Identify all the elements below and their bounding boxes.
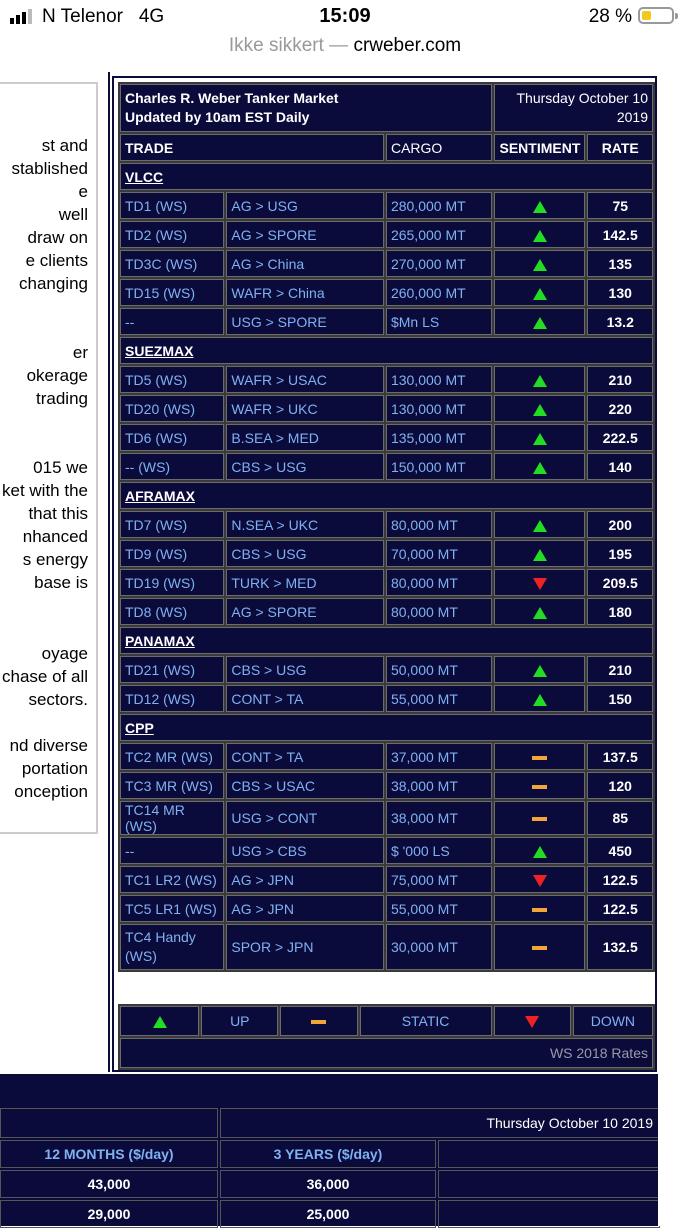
trade-cell: TD15 (WS) (120, 279, 224, 306)
rate-cell: 210 (587, 366, 653, 393)
route-cell: AG > SPORE (226, 221, 384, 248)
sentiment-legend (118, 1004, 655, 1070)
up-sentiment-icon (494, 453, 585, 480)
trade-cell: TD3C (WS) (120, 250, 224, 277)
clock: 15:09 (319, 5, 371, 27)
intro-text-line: nhanced (22, 527, 88, 546)
route-cell: CBS > USG (226, 453, 384, 480)
trade-row (120, 598, 653, 625)
intro-text-line: e clients (25, 251, 88, 270)
route-cell: SPOR > JPN (226, 924, 384, 970)
url-domain: crweber.com (353, 35, 462, 56)
legend-up-label: UP (201, 1006, 278, 1036)
up-sentiment-icon (494, 308, 585, 335)
down-arrow-icon (494, 1006, 571, 1036)
down-sentiment-icon (494, 569, 585, 596)
timecharter-table (0, 1074, 690, 1226)
up-sentiment-icon (494, 540, 585, 567)
page-content (0, 66, 690, 1226)
rate-cell: 150 (587, 685, 653, 712)
intro-text-line: that this (28, 504, 88, 523)
route-cell: AG > SPORE (226, 598, 384, 625)
section-header-row (120, 163, 653, 190)
rate-cell: 122.5 (587, 895, 653, 922)
header-cargo: CARGO (386, 134, 492, 161)
route-cell: B.SEA > MED (226, 424, 384, 451)
section-header-row (120, 714, 653, 741)
trade-row (120, 895, 653, 922)
header-3-years: 3 YEARS ($/day) (220, 1140, 436, 1168)
route-cell: USG > SPORE (226, 308, 384, 335)
intro-text-line: st and (41, 136, 88, 155)
trade-cell: -- (120, 837, 224, 864)
cargo-cell: $ '000 LS (386, 837, 492, 864)
trade-row (120, 772, 653, 799)
intro-text-line: oyage (41, 644, 88, 663)
header-rate: RATE (587, 134, 653, 161)
trade-cell: TC5 LR1 (WS) (120, 895, 224, 922)
up-sentiment-icon (494, 395, 585, 422)
trade-cell: TC1 LR2 (WS) (120, 866, 224, 893)
route-cell: AG > USG (226, 192, 384, 219)
cargo-cell: 55,000 MT (386, 685, 492, 712)
up-sentiment-icon (494, 424, 585, 451)
up-sentiment-icon (494, 279, 585, 306)
cargo-cell: 135,000 MT (386, 424, 492, 451)
rate-cell: 195 (587, 540, 653, 567)
rate-cell: 200 (587, 511, 653, 538)
tc-cell: 25,000 (220, 1200, 436, 1228)
intro-text-line: ket with the (2, 481, 88, 500)
cargo-cell: 80,000 MT (386, 569, 492, 596)
cargo-cell: 80,000 MT (386, 598, 492, 625)
intro-text-line: er (72, 343, 88, 362)
rate-cell: 220 (587, 395, 653, 422)
cargo-cell: 75,000 MT (386, 866, 492, 893)
rate-cell: 13.2 (587, 308, 653, 335)
static-sentiment-icon (494, 772, 585, 799)
cargo-cell: 130,000 MT (386, 366, 492, 393)
section-header-row (120, 482, 653, 509)
intro-text-box (0, 82, 98, 834)
trade-row (120, 569, 653, 596)
intro-text-line: s energy (22, 550, 88, 569)
trade-cell: TC14 MR (WS) (120, 801, 224, 835)
header-12-months: 12 MONTHS ($/day) (0, 1140, 218, 1168)
route-cell: CONT > TA (226, 743, 384, 770)
trade-row (120, 192, 653, 219)
cargo-cell: 70,000 MT (386, 540, 492, 567)
up-sentiment-icon (494, 511, 585, 538)
route-cell: AG > JPN (226, 866, 384, 893)
intro-text-line: okerage (26, 366, 88, 385)
up-arrow-icon (120, 1006, 199, 1036)
up-sentiment-icon (494, 250, 585, 277)
cargo-cell: $Mn LS (386, 308, 492, 335)
tc-cell: 43,000 (0, 1170, 218, 1198)
intro-text-line: base is (34, 573, 88, 592)
intro-text-line: onception (14, 782, 88, 801)
market-title: Charles R. Weber Tanker Market Updated by 10am EST Daily (120, 84, 492, 132)
up-sentiment-icon (494, 221, 585, 248)
cargo-cell: 150,000 MT (386, 453, 492, 480)
cargo-cell: 30,000 MT (386, 924, 492, 970)
rate-cell: 130 (587, 279, 653, 306)
route-cell: USG > CBS (226, 837, 384, 864)
down-sentiment-icon (494, 866, 585, 893)
cargo-cell: 38,000 MT (386, 772, 492, 799)
intro-text-line: portation (21, 759, 88, 778)
trade-row (120, 866, 653, 893)
static-sentiment-icon (494, 801, 585, 835)
tanker-market-table (118, 82, 655, 972)
status-bar (0, 0, 690, 34)
route-cell: AG > China (226, 250, 384, 277)
up-sentiment-icon (494, 837, 585, 864)
cargo-cell: 260,000 MT (386, 279, 492, 306)
rate-cell: 85 (587, 801, 653, 835)
rate-cell: 137.5 (587, 743, 653, 770)
rate-cell: 209.5 (587, 569, 653, 596)
header-trade: TRADE (120, 134, 384, 161)
trade-row (120, 924, 653, 970)
section-label: CPP (120, 714, 653, 741)
trade-cell: TD9 (WS) (120, 540, 224, 567)
trade-row (120, 511, 653, 538)
trade-cell: TD19 (WS) (120, 569, 224, 596)
trade-cell: TD6 (WS) (120, 424, 224, 451)
tc-cell: 36,000 (220, 1170, 436, 1198)
rate-cell: 222.5 (587, 424, 653, 451)
trade-row (120, 308, 653, 335)
cargo-cell: 38,000 MT (386, 801, 492, 835)
route-cell: USG > CONT (226, 801, 384, 835)
trade-cell: TD8 (WS) (120, 598, 224, 625)
cargo-cell: 80,000 MT (386, 511, 492, 538)
section-label: VLCC (120, 163, 653, 190)
up-sentiment-icon (494, 366, 585, 393)
rate-cell: 180 (587, 598, 653, 625)
trade-row (120, 837, 653, 864)
intro-text-line: changing (18, 274, 88, 293)
timecharter-date: Thursday October 10 2019 (220, 1108, 660, 1138)
cargo-cell: 37,000 MT (386, 743, 492, 770)
route-cell: N.SEA > UKC (226, 511, 384, 538)
intro-text-line: chase of all (2, 667, 88, 686)
up-sentiment-icon (494, 598, 585, 625)
trade-cell: TD7 (WS) (120, 511, 224, 538)
intro-text-line: well (58, 205, 88, 224)
cargo-cell: 265,000 MT (386, 221, 492, 248)
tc-cell-blank (438, 1170, 660, 1198)
right-gutter (658, 1074, 690, 1226)
trade-row (120, 656, 653, 683)
trade-cell: -- (WS) (120, 453, 224, 480)
trade-cell: TD5 (WS) (120, 366, 224, 393)
up-sentiment-icon (494, 656, 585, 683)
intro-text-line: sectors. (28, 690, 88, 709)
trade-cell: TD12 (WS) (120, 685, 224, 712)
trade-cell: TD2 (WS) (120, 221, 224, 248)
static-sentiment-icon (494, 895, 585, 922)
trade-row (120, 366, 653, 393)
route-cell: CONT > TA (226, 685, 384, 712)
trade-cell: TD21 (WS) (120, 656, 224, 683)
static-dash-icon (280, 1006, 357, 1036)
trade-row (120, 685, 653, 712)
rate-cell: 142.5 (587, 221, 653, 248)
tanker-market-panel (112, 76, 657, 1072)
route-cell: WAFR > China (226, 279, 384, 306)
route-cell: TURK > MED (226, 569, 384, 596)
cargo-cell: 50,000 MT (386, 656, 492, 683)
route-cell: WAFR > USAC (226, 366, 384, 393)
rate-cell: 450 (587, 837, 653, 864)
section-header-row (120, 627, 653, 654)
section-header-row (120, 337, 653, 364)
legend-down-label: DOWN (573, 1006, 653, 1036)
cargo-cell: 130,000 MT (386, 395, 492, 422)
route-cell: CBS > USG (226, 540, 384, 567)
trade-row (120, 424, 653, 451)
trade-row (120, 801, 653, 835)
left-panel (0, 72, 110, 1072)
static-sentiment-icon (494, 743, 585, 770)
up-sentiment-icon (494, 192, 585, 219)
cargo-cell: 55,000 MT (386, 895, 492, 922)
trade-row (120, 279, 653, 306)
route-cell: CBS > USAC (226, 772, 384, 799)
rate-cell: 75 (587, 192, 653, 219)
battery-icon (638, 7, 674, 24)
tc-cell-blank (438, 1200, 660, 1228)
trade-cell: TC4 Handy (WS) (120, 924, 224, 970)
carrier-label: N Telenor 4G (42, 6, 165, 27)
url-bar[interactable] (0, 34, 690, 66)
rate-cell: 210 (587, 656, 653, 683)
cargo-cell: 280,000 MT (386, 192, 492, 219)
rate-cell: 132.5 (587, 924, 653, 970)
intro-text-line: stablished (11, 159, 88, 178)
route-cell: WAFR > UKC (226, 395, 384, 422)
section-label: AFRAMAX (120, 482, 653, 509)
timecharter-blank-cell (0, 1108, 218, 1138)
up-sentiment-icon (494, 685, 585, 712)
rate-cell: 122.5 (587, 866, 653, 893)
trade-row (120, 453, 653, 480)
trade-row (120, 250, 653, 277)
section-label: PANAMAX (120, 627, 653, 654)
trade-cell: TC3 MR (WS) (120, 772, 224, 799)
trade-cell: TD1 (WS) (120, 192, 224, 219)
route-cell: CBS > USG (226, 656, 384, 683)
trade-cell: TD20 (WS) (120, 395, 224, 422)
intro-text-line: draw on (27, 228, 88, 247)
header-blank (438, 1140, 660, 1168)
trade-row (120, 540, 653, 567)
rate-cell: 135 (587, 250, 653, 277)
ws-rates-note: WS 2018 Rates (120, 1038, 653, 1068)
section-label: SUEZMAX (120, 337, 653, 364)
trade-cell: TC2 MR (WS) (120, 743, 224, 770)
rate-cell: 120 (587, 772, 653, 799)
trade-row (120, 221, 653, 248)
intro-text-line: e (78, 182, 88, 201)
battery-percent: 28 % (588, 6, 632, 27)
route-cell: AG > JPN (226, 895, 384, 922)
cargo-cell: 270,000 MT (386, 250, 492, 277)
intro-text-line: trading (36, 389, 88, 408)
intro-text-line: nd diverse (9, 736, 88, 755)
trade-row (120, 743, 653, 770)
trade-cell: -- (120, 308, 224, 335)
market-date: Thursday October 10 2019 (494, 84, 653, 132)
intro-text-line: 015 we (33, 458, 88, 477)
static-sentiment-icon (494, 924, 585, 970)
legend-static-label: STATIC (360, 1006, 492, 1036)
header-sentiment: SENTIMENT (494, 134, 585, 161)
trade-row (120, 395, 653, 422)
insecure-label: Ikke sikkert — (228, 35, 349, 56)
tc-cell: 29,000 (0, 1200, 218, 1228)
rate-cell: 140 (587, 453, 653, 480)
